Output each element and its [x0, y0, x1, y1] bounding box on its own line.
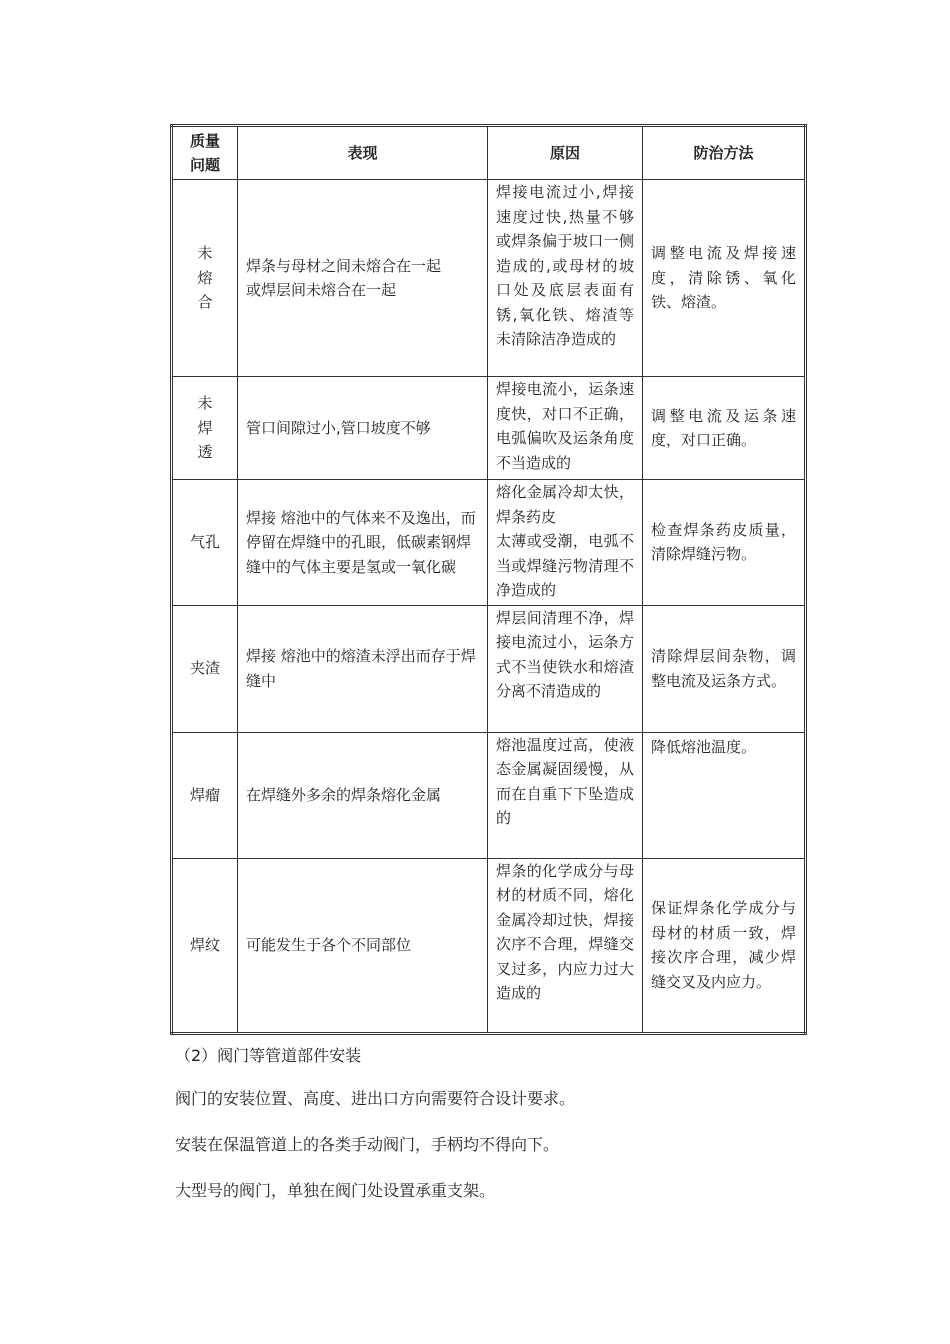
- paragraph: 安装在保温管道上的各类手动阀门，手柄均不得向下。: [175, 1135, 560, 1154]
- issue-cell: 焊瘤: [172, 732, 238, 858]
- header-symptom: 表现: [238, 126, 488, 180]
- header-cause: 原因: [488, 126, 643, 180]
- symptom-cell: 在焊缝外多余的焊条熔化金属: [238, 732, 488, 858]
- issue-cell: 未 焊 透: [172, 377, 238, 480]
- table-row: [172, 480, 806, 606]
- table-row: [172, 732, 806, 858]
- header-prevention: 防治方法: [643, 126, 806, 180]
- section-heading: （2）阀门等管道部件安装: [175, 1046, 362, 1065]
- table-row: [172, 858, 806, 1033]
- cause-cell: 焊接电流过小,焊接速度过快,热量不够或焊条偏于坡口一侧造成的,或母材的坡口处及底层表面有锈,氧化铁、熔渣等未清除洁净造成的: [488, 180, 643, 377]
- welding-quality-table: [170, 124, 807, 1035]
- prevention-cell: 调整电流及焊接速度，清除锈、氧化铁、熔渣。: [643, 180, 806, 377]
- table-row: [172, 605, 806, 732]
- prevention-cell: 清除焊层间杂物，调整电流及运条方式。: [643, 605, 806, 732]
- issue-cell: 焊纹: [172, 858, 238, 1033]
- table-header-row: [172, 126, 806, 180]
- header-issue: 质量 问题: [172, 126, 238, 180]
- issue-cell: 气孔: [172, 480, 238, 606]
- issue-cell: 夹渣: [172, 605, 238, 732]
- cause-cell: 焊接电流小，运条速度快，对口不正确，电弧偏吹及运条角度不当造成的: [488, 377, 643, 480]
- symptom-cell: 焊条与母材之间未熔合在一起 或焊层间未熔合在一起: [238, 180, 488, 377]
- symptom-cell: 焊接 熔池中的熔渣未浮出而存于焊缝中: [238, 605, 488, 732]
- cause-cell: 焊条的化学成分与母材的材质不同，熔化金属冷却过快，焊接次序不合理，焊缝交叉过多，内应力过大造成的: [488, 858, 643, 1033]
- cause-cell: 焊层间清理不净，焊接电流过小，运条方式不当使铁水和熔渣分离不清造成的: [488, 605, 643, 732]
- paragraph: 阀门的安装位置、高度、进出口方向需要符合设计要求。: [175, 1089, 576, 1108]
- prevention-cell: 检查焊条药皮质量，清除焊缝污物。: [643, 480, 806, 606]
- prevention-cell: 保证焊条化学成分与母材的材质一致，焊接次序合理，减少焊缝交叉及内应力。: [643, 858, 806, 1033]
- symptom-cell: 焊接 熔池中的气体来不及逸出，而停留在焊缝中的孔眼，低碳素钢焊缝中的气体主要是氢或一氧化碳: [238, 480, 488, 606]
- cause-cell: 熔化金属冷却太快，焊条药皮 太薄或受潮，电弧不当或焊缝污物清理不净造成的: [488, 480, 643, 606]
- symptom-cell: 可能发生于各个不同部位: [238, 858, 488, 1033]
- symptom-cell: 管口间隙过小,管口坡度不够: [238, 377, 488, 480]
- prevention-cell: 调整电流及运条速度，对口正确。: [643, 377, 806, 480]
- cause-cell: 熔池温度过高，使液态金属凝固缓慢，从而在自重下下坠造成的: [488, 732, 643, 858]
- paragraph: 大型号的阀门，单独在阀门处设置承重支架。: [175, 1181, 496, 1200]
- table-row: [172, 377, 806, 480]
- prevention-cell: 降低熔池温度。: [643, 732, 806, 858]
- table-row: [172, 180, 806, 377]
- issue-cell: 未 熔 合: [172, 180, 238, 377]
